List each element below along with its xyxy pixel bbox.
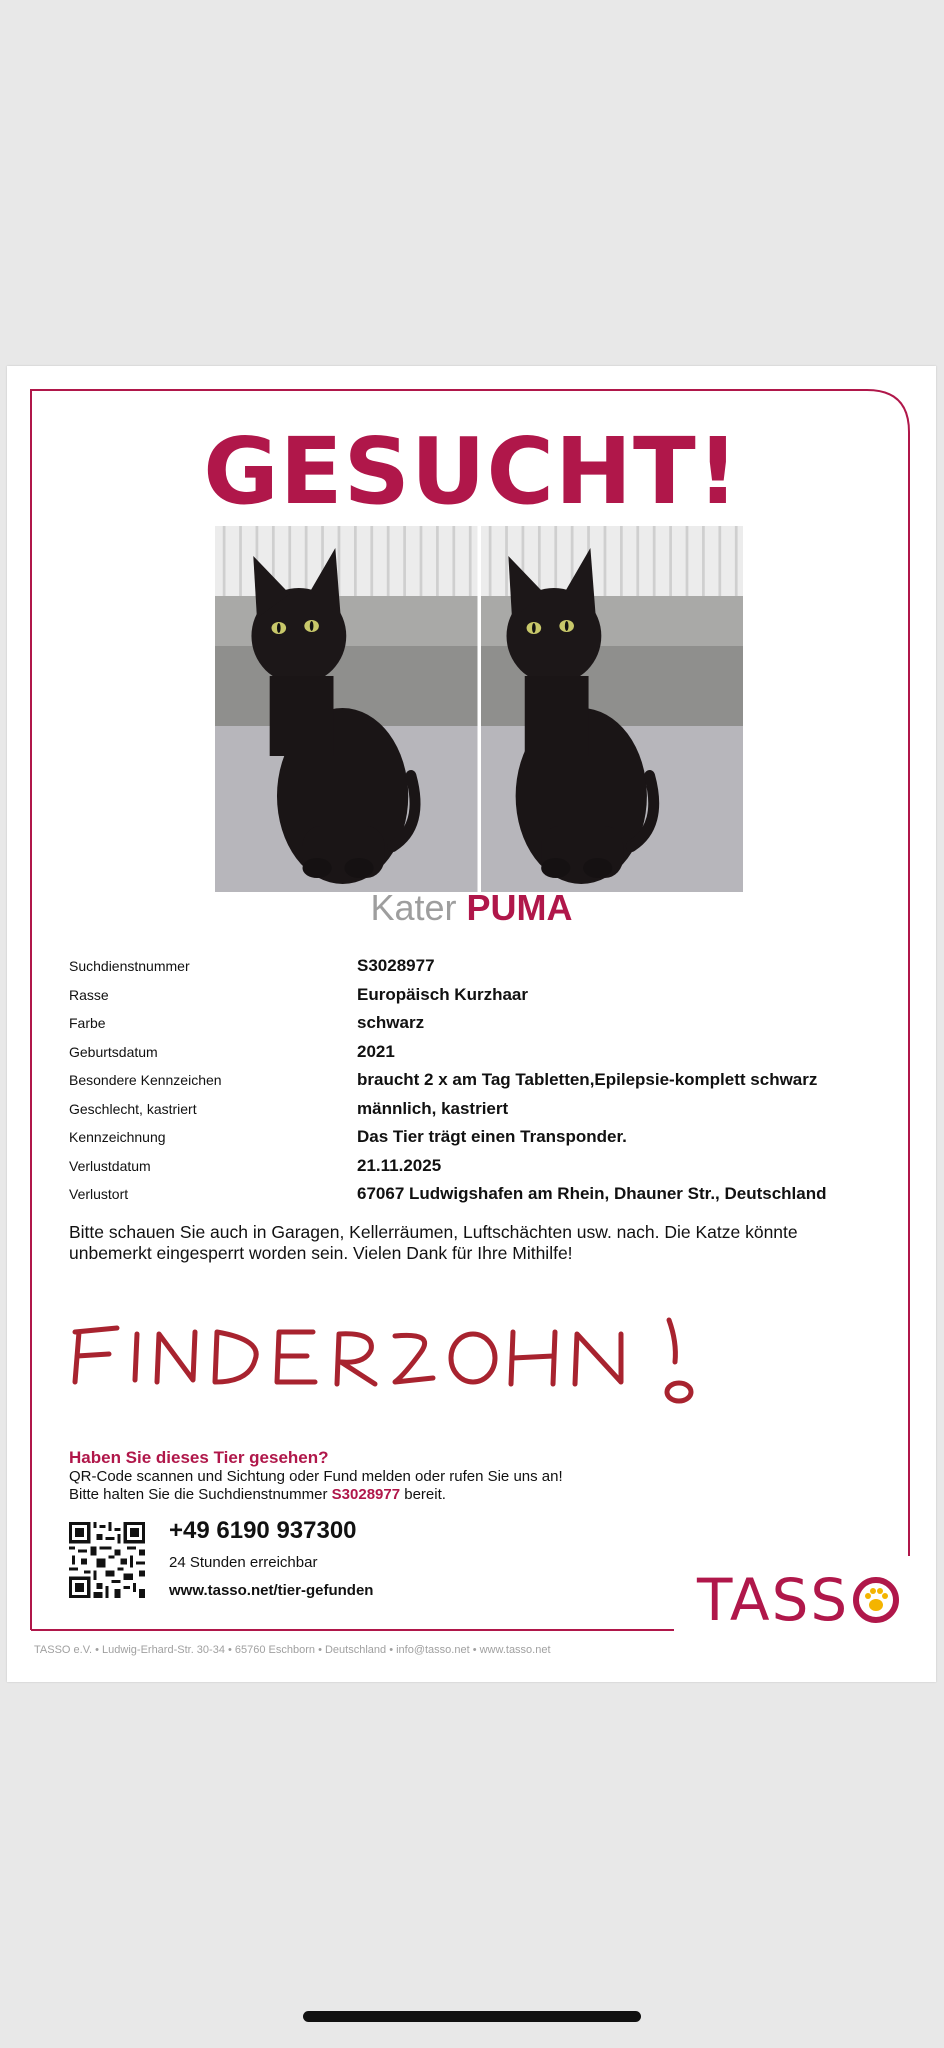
- detail-value: männlich, kastriert: [357, 1098, 509, 1118]
- detail-value: S3028977: [357, 956, 435, 976]
- search-note: Bitte schauen Sie auch in Garagen, Kellerräumen, Luftschächten usw. nach. Die Katze könnte unbemerkt eingesperrt worden sein. Vielen Dank für Ihre Mithilfe!: [69, 1222, 798, 1263]
- availability-text: 24 Stunden erreichbar: [169, 1554, 318, 1571]
- detail-row: [69, 1095, 889, 1124]
- detail-label: Kennzeichnung: [69, 1129, 166, 1146]
- detail-row: [69, 981, 889, 1010]
- detail-value: braucht 2 x am Tag Tabletten,Epilepsie-komplett schwarz: [357, 1070, 818, 1090]
- headline: GESUCHT!: [203, 418, 740, 525]
- detail-row: [69, 1038, 889, 1067]
- detail-label: Rasse: [69, 986, 109, 1003]
- animal-name-value: PUMA: [466, 887, 573, 928]
- black-cat-photo-icon: [481, 526, 744, 892]
- detail-value: Das Tier trägt einen Transponder.: [357, 1127, 627, 1147]
- logo-text: TASS: [697, 1566, 850, 1634]
- detail-label: Farbe: [69, 1015, 106, 1032]
- phone-number[interactable]: +49 6190 937300: [169, 1517, 357, 1544]
- detail-label: Verlustort: [69, 1186, 129, 1203]
- detail-row: [69, 1009, 889, 1038]
- detail-value: 21.11.2025: [357, 1155, 442, 1175]
- handwritten-finderlohn: [65, 1312, 715, 1412]
- contact-callout: [69, 1448, 769, 1504]
- poster-page: [7, 366, 936, 1682]
- detail-label: Besondere Kennzeichen: [69, 1072, 222, 1089]
- detail-row: [69, 952, 889, 981]
- detail-row: [69, 1152, 889, 1181]
- cta-title: Haben Sie dieses Tier gesehen?: [69, 1448, 329, 1467]
- cta-line-2-post: bereit.: [404, 1486, 446, 1503]
- contact-details: [169, 1516, 373, 1600]
- detail-row: [69, 1123, 889, 1152]
- website-link[interactable]: www.tasso.net/tier-gefunden: [169, 1582, 374, 1599]
- detail-value: schwarz: [357, 1013, 425, 1033]
- detail-label: Geburtsdatum: [69, 1043, 158, 1060]
- cta-line-2-pre: Bitte halten Sie die Suchdienstnummer: [69, 1486, 328, 1503]
- detail-row: [69, 1066, 889, 1095]
- photo-strip: [215, 526, 743, 892]
- detail-label: Verlustdatum: [69, 1157, 151, 1174]
- detail-row: [69, 1180, 889, 1209]
- black-cat-photo-icon: [215, 526, 478, 892]
- detail-label: Geschlecht, kastriert: [69, 1100, 197, 1117]
- paw-icon: [851, 1575, 901, 1625]
- cta-line-1: QR-Code scannen und Sichtung oder Fund melden oder rufen Sie uns an!: [69, 1468, 563, 1485]
- animal-name: [7, 886, 936, 929]
- search-number-highlight: S3028977: [331, 1486, 401, 1503]
- qr-code-icon[interactable]: [69, 1522, 145, 1598]
- cta-line-2: [69, 1486, 769, 1504]
- home-indicator[interactable]: [303, 2011, 641, 2022]
- detail-label: Suchdienstnummer: [69, 958, 190, 975]
- detail-value: 2021: [357, 1041, 395, 1061]
- footer-address: TASSO e.V. • Ludwig-Erhard-Str. 30-34 • 65760 Eschborn • Deutschland • info@tasso.net • www.tasso.net: [34, 1644, 551, 1656]
- animal-type-label: Kater: [370, 887, 457, 928]
- detail-value: Europäisch Kurzhaar: [357, 984, 528, 1004]
- details-table: [69, 952, 889, 1209]
- tasso-logo: [697, 1566, 901, 1634]
- detail-value: 67067 Ludwigshafen am Rhein, Dhauner Str., Deutschland: [357, 1184, 827, 1204]
